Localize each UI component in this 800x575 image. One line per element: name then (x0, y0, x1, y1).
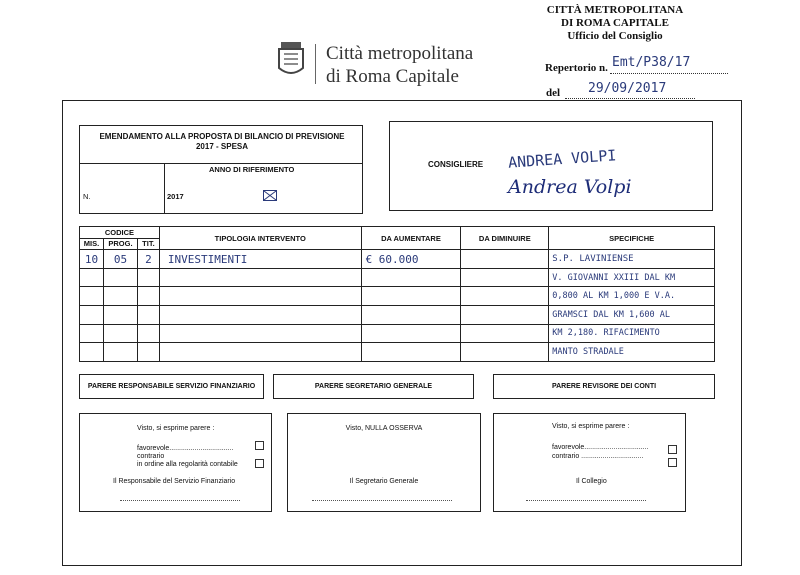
n-label: N. (83, 192, 91, 201)
spec-line-5[interactable]: KM 2,180. RIFACIMENTO (549, 324, 715, 343)
parere-finanziario-header (79, 374, 264, 399)
prog-header: PROG. (103, 238, 137, 250)
tit-header: TIT. (137, 238, 159, 250)
logo-divider (315, 44, 316, 84)
parere-segretario-label: PARERE SEGRETARIO GENERALE (314, 383, 433, 390)
logo-text (326, 42, 473, 88)
box1-visto: Visto, si esprime parere : (137, 425, 215, 432)
table-row (80, 343, 715, 362)
box3-visto: Visto, si esprime parere : (552, 423, 630, 430)
del-label: del (546, 87, 561, 99)
box3-favorevole: favorevole................................. (552, 444, 649, 451)
tipologia-header: TIPOLOGIA INTERVENTO (159, 227, 361, 250)
prog-value[interactable]: 05 (103, 250, 137, 269)
parere-revisore-label: PARERE REVISORE DEI CONTI (551, 383, 657, 390)
box3-contrario-checkbox[interactable] (668, 458, 677, 467)
table-row (80, 306, 715, 325)
spec-line-4[interactable]: GRAMSCI DAL KM 1,600 AL (549, 306, 715, 325)
spec-line-1[interactable]: S.P. LAVINIENSE (549, 250, 715, 269)
n-divider (164, 163, 165, 213)
form-title: EMENDAMENTO ALLA PROPOSTA DI BILANCIO DI PREVISIONE 2017 - SPESA (99, 132, 345, 151)
consigliere-signature: Andrea Volpi (508, 176, 632, 198)
table-row (80, 268, 715, 287)
parere-segretario-box (287, 413, 481, 512)
consigliere-label: CONSIGLIERE (428, 160, 484, 169)
codice-header: CODICE (80, 227, 160, 239)
box1-contrario-checkbox[interactable] (255, 459, 264, 468)
stamp-line-2: DI ROMA CAPITALE (561, 17, 669, 29)
spec-line-2[interactable]: V. GIOVANNI XXIII DAL KM (549, 268, 715, 287)
box3-contrario: contrario ................................ (552, 453, 644, 460)
consigliere-box (389, 121, 713, 211)
box1-signature-line (120, 500, 240, 501)
repertorio-label: Repertorio n. (545, 62, 608, 74)
specifiche-header: SPECIFICHE (549, 227, 715, 250)
box3-signature-line (526, 500, 646, 501)
parere-revisore-box (493, 413, 686, 512)
logo-emblem-icon (276, 40, 306, 80)
aumentare-header: DA AUMENTARE (361, 227, 461, 250)
logo-line-1: Città metropolitana (326, 43, 474, 64)
del-line (565, 98, 695, 99)
table-row (80, 250, 715, 269)
parere-finanziario-label: PARERE RESPONSABILE SERVIZIO FINANZIARIO (87, 383, 256, 390)
box1-contrario: contrario (137, 453, 165, 460)
mis-value[interactable]: 10 (80, 250, 104, 269)
stamp-line-1: CITTÀ METROPOLITANA (546, 4, 684, 16)
parere-finanziario-box (79, 413, 272, 512)
box3-firma: Il Collegio (576, 478, 607, 485)
box1-regolarita: in ordine alla regolarità contabile (137, 461, 238, 468)
spec-line-3[interactable]: 0,800 AL KM 1,000 E V.A. (549, 287, 715, 306)
box1-favorevole-checkbox[interactable] (255, 441, 264, 450)
repertorio-value: Emt/P38/17 (612, 55, 691, 70)
logo-line-2: di Roma Capitale (326, 66, 459, 87)
title-box (79, 125, 363, 214)
parere-segretario-header (273, 374, 474, 399)
table-row (80, 324, 715, 343)
table-row (80, 287, 715, 306)
tipologia-value[interactable]: INVESTIMENTI (159, 250, 361, 269)
box2-visto: Visto, NULLA OSSERVA (345, 425, 423, 432)
interventions-table (79, 226, 715, 362)
mis-header: MIS. (80, 238, 104, 250)
anno-label: ANNO DI RIFERIMENTO (209, 165, 295, 174)
box1-firma: Il Responsabile del Servizio Finanziario (113, 478, 236, 485)
tit-value[interactable]: 2 (137, 250, 159, 269)
aumentare-value[interactable]: € 60.000 (361, 250, 461, 269)
consigliere-name: ANDREA VOLPI (507, 146, 617, 172)
stamp-block (525, 4, 705, 43)
spec-line-6[interactable]: MANTO STRADALE (549, 343, 715, 362)
year-value: 2017 (167, 192, 184, 201)
title-divider (80, 163, 362, 164)
box1-favorevole: favorevole................................. (137, 445, 234, 452)
stamp-line-3: Ufficio del Consiglio (567, 30, 663, 42)
repertorio-line (610, 73, 728, 74)
diminuire-header: DA DIMINUIRE (461, 227, 549, 250)
year-checkbox-icon[interactable] (263, 188, 277, 199)
parere-revisore-header (493, 374, 715, 399)
box3-favorevole-checkbox[interactable] (668, 445, 677, 454)
box2-signature-line (312, 500, 452, 501)
box2-firma: Il Segretario Generale (349, 478, 419, 485)
diminuire-value[interactable] (461, 250, 549, 269)
del-value: 29/09/2017 (588, 81, 667, 96)
